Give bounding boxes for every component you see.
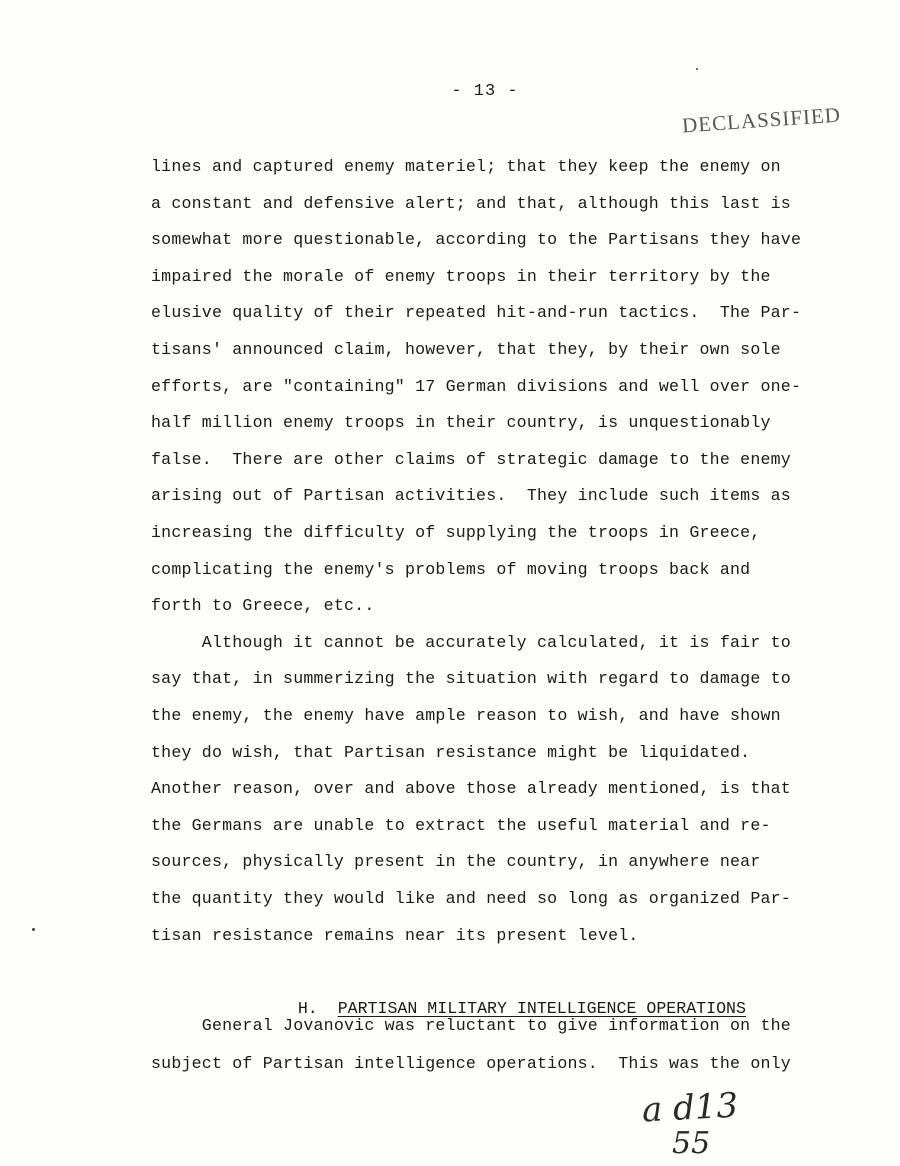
text-line: they do wish, that Partisan resistance might be liquidated. (151, 742, 751, 762)
text-line: efforts, are "containing" 17 German divisions and well over one- (151, 376, 802, 396)
section-title: PARTISAN MILITARY INTELLIGENCE OPERATIONS (337, 999, 746, 1018)
text-line: increasing the difficulty of supplying the troops in Greece, (151, 523, 761, 542)
page-number: - 13 - (451, 82, 519, 101)
text-line: forth to Greece, etc.. (151, 596, 375, 616)
declassified-stamp: DECLASSIFIED (681, 102, 842, 138)
handwritten-page-number: 55 (672, 1126, 711, 1161)
text-line: somewhat more questionable, according to the Partisans they have (151, 230, 802, 250)
section-letter: H. (297, 999, 318, 1018)
handwritten-note: a d13 (641, 1085, 740, 1131)
text-line: false. There are other claims of strategic damage to the enemy (151, 449, 791, 469)
text-line: tisan resistance remains near its present level. (151, 925, 639, 945)
text-line: arising out of Partisan activities. They include such items as (151, 486, 791, 506)
text-line: say that, in summerizing the situation with regard to damage to (151, 669, 791, 689)
text-line: the enemy, the enemy have ample reason to wish, and have shown (151, 706, 781, 725)
text-line: lines and captured enemy materiel; that they keep the enemy on (151, 157, 781, 176)
text-line: elusive quality of their repeated hit-and-run tactics. The Par- (151, 303, 802, 323)
text-line: complicating the enemy's problems of moving troops back and (151, 559, 751, 579)
text-line: a constant and defensive alert; and that, although this last is (151, 193, 791, 213)
scan-speck (696, 68, 698, 70)
text-line: General Jovanovic was reluctant to give information on the (151, 1016, 791, 1035)
text-line: impaired the morale of enemy troops in their territory by the (151, 266, 771, 286)
scan-speck (32, 928, 35, 931)
text-line: half million enemy troops in their country, is unquestionably (151, 413, 771, 433)
text-line: Although it cannot be accurately calculated, it is fair to (151, 632, 791, 652)
text-line: sources, physically present in the country, in anywhere near (151, 852, 761, 872)
text-line: tisans' announced claim, however, that they, by their own sole (151, 340, 781, 359)
text-line: Another reason, over and above those already mentioned, is that (151, 779, 791, 799)
text-line: subject of Partisan intelligence operations. This was the only (151, 1054, 791, 1073)
text-line: the Germans are unable to extract the useful material and re- (151, 815, 771, 835)
text-line: the quantity they would like and need so long as organized Par- (151, 889, 791, 908)
